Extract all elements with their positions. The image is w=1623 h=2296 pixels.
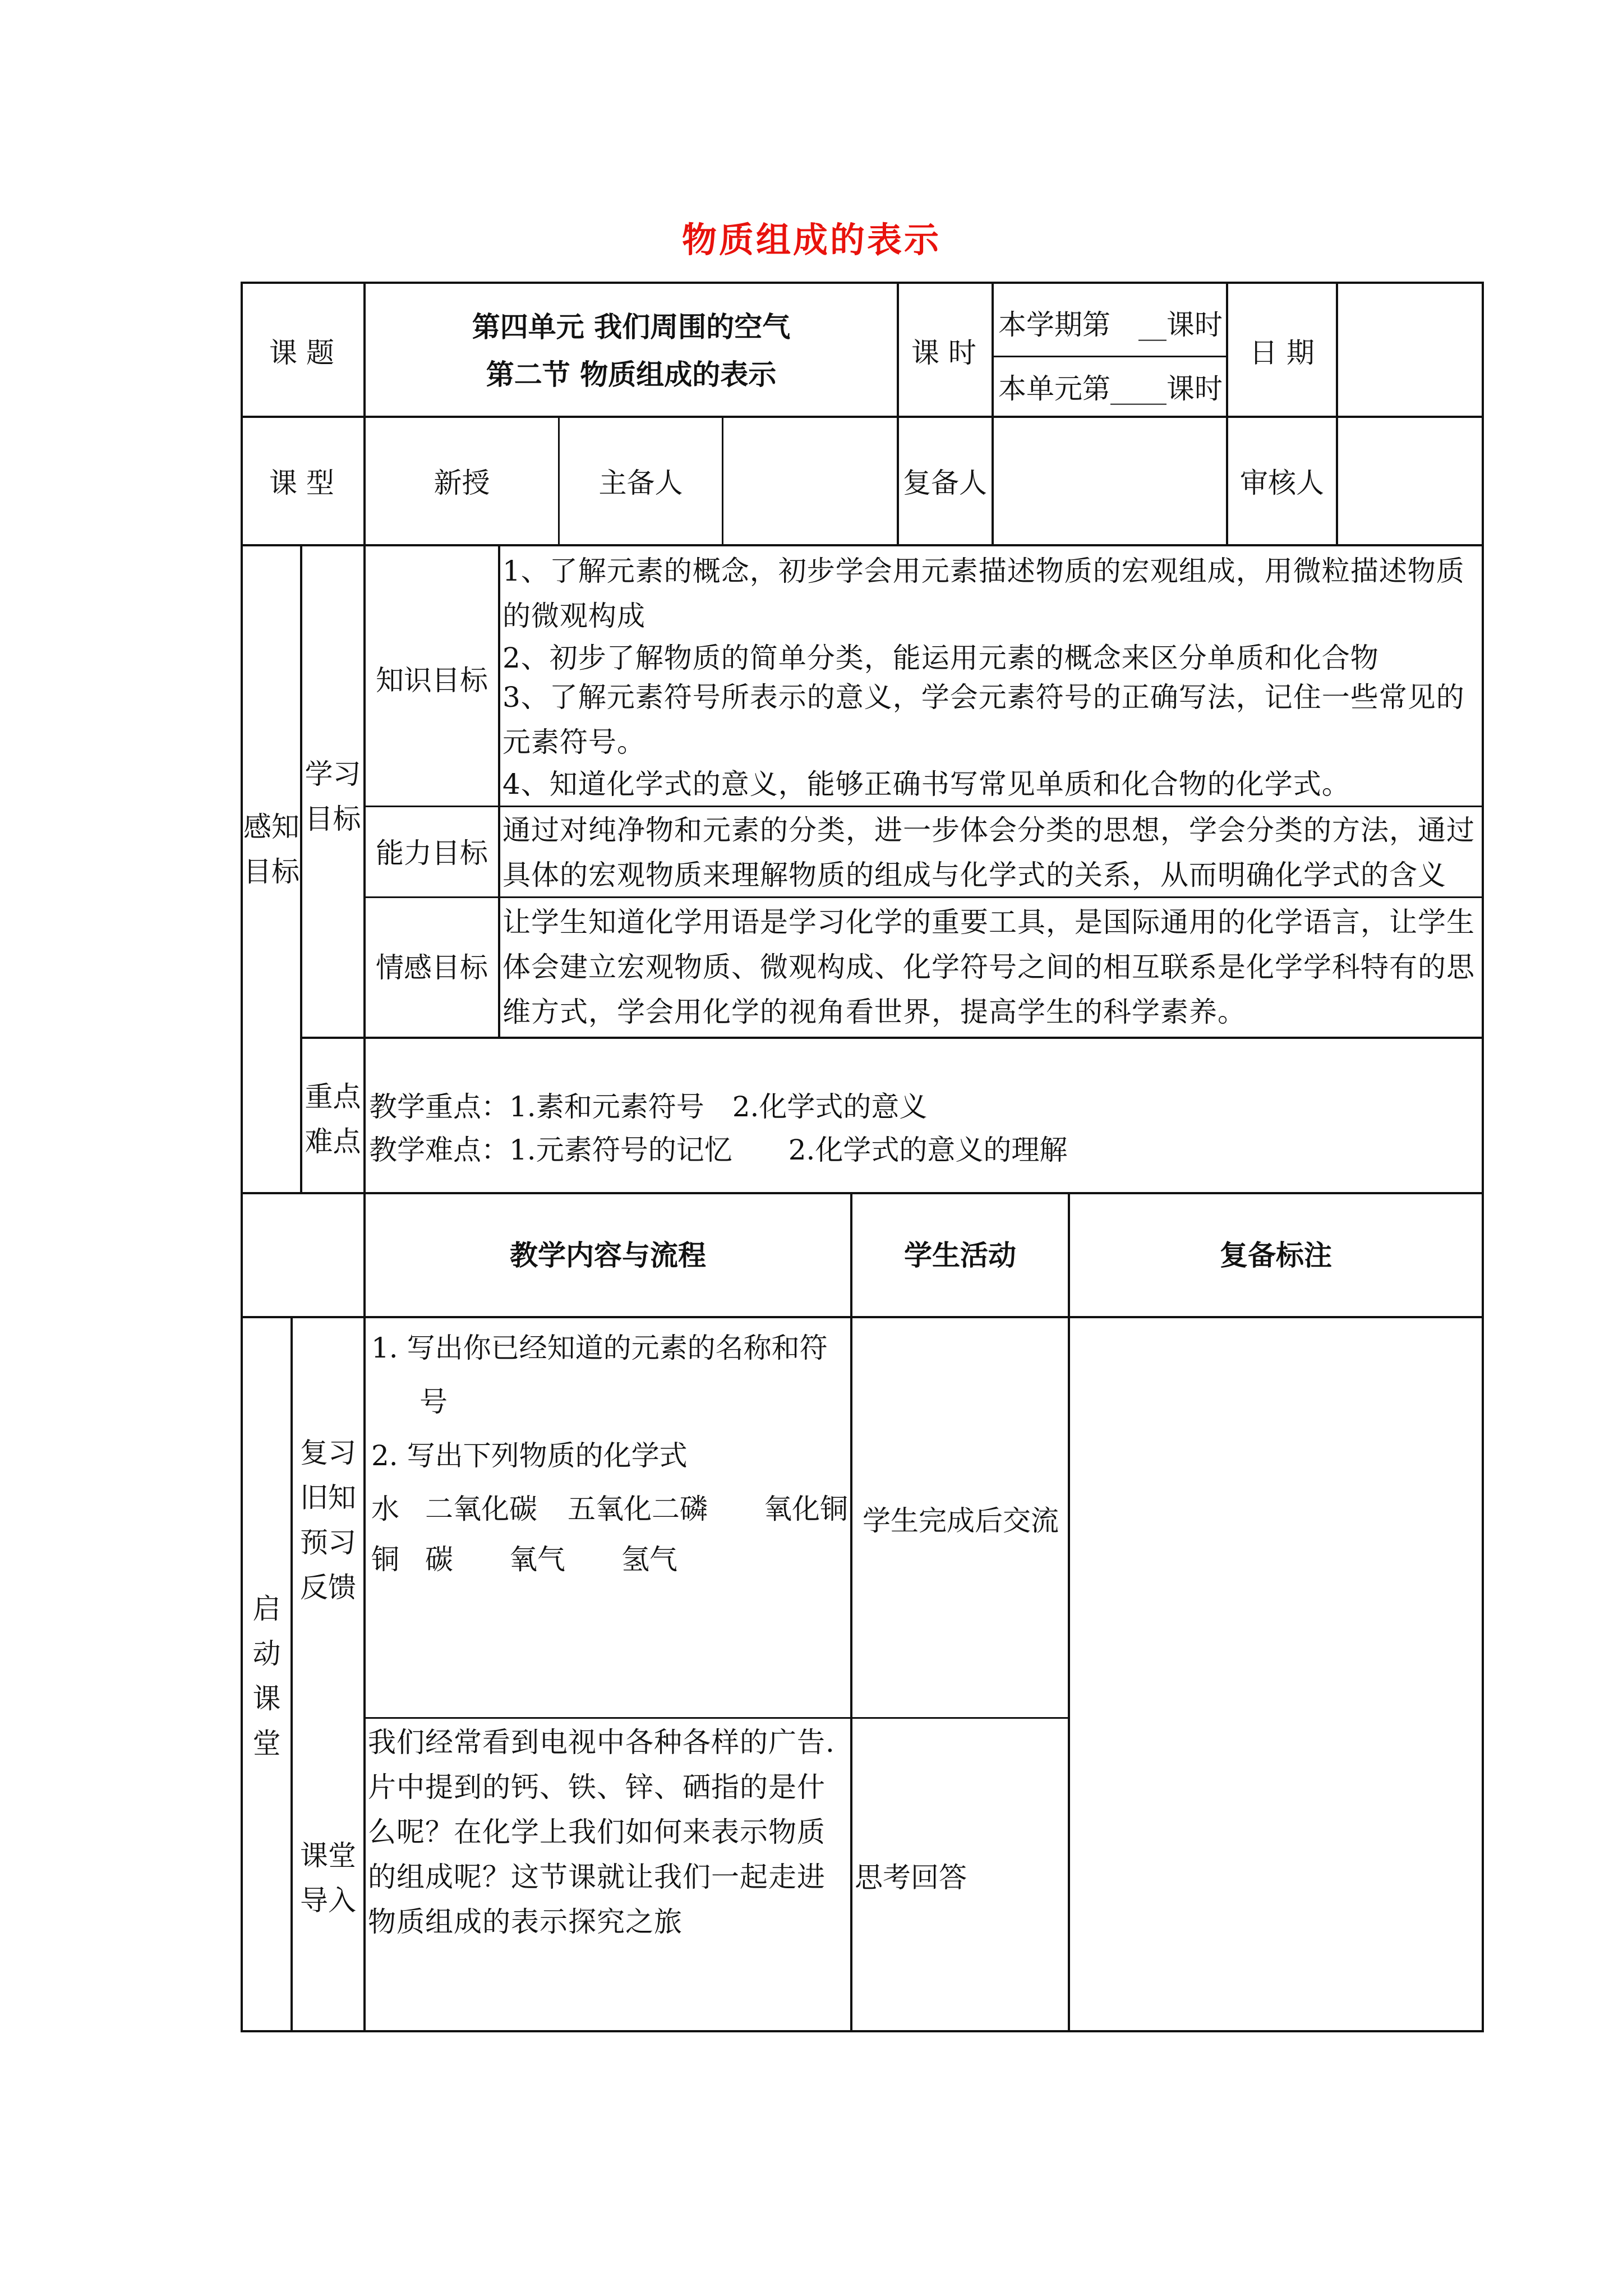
- list-item: 3、了解元素符号所表示的意义，学会元素符号的正确写法，记住一些常见的元素符号。: [502, 681, 1465, 758]
- topic-unit: 第四单元 我们周围的空气: [472, 310, 791, 343]
- review-preview-label: 复习旧知预习反馈: [300, 1437, 356, 1604]
- key-point: 教学重点：1.素和元素符号 2.化学式的意义: [369, 1091, 928, 1123]
- list-item: 五氧化二磷: [568, 1493, 708, 1525]
- content-flow-header: 教学内容与流程: [510, 1239, 706, 1272]
- period-term: 本学期第 __课时: [998, 309, 1223, 341]
- list-item: 氧气: [509, 1543, 565, 1576]
- page-title: 物质组成的表示: [681, 219, 941, 260]
- class-intro-label: 课堂导入: [300, 1839, 356, 1917]
- type-label: 课 型: [269, 467, 334, 499]
- review-question-2: 2. 写出下列物质的化学式: [371, 1439, 688, 1472]
- list-item: 1、了解元素的概念，初步学会用元素描述物质的宏观组成，用微粒描述物质的微观构成: [502, 555, 1465, 632]
- date-label: 日 期: [1249, 337, 1315, 369]
- list-item: 2、初步了解物质的简单分类，能运用元素的概念来区分单质和化合物: [502, 642, 1379, 674]
- emotion-goals-text: 让学生知道化学用语是学习化学的重要工具，是国际通用的化学语言，让学生体会建立宏观物质、微观构成、化学符号之间的相互联系是化学学科特有的思维方式，学会用化学的视角看世界，提高学生的科学素养。: [502, 906, 1475, 1028]
- start-class-label: 启动课堂: [252, 1593, 281, 1760]
- review-question-1-cont: 号: [419, 1386, 448, 1418]
- list-item: 氧化铜: [764, 1493, 848, 1525]
- reviewer-label: 审核人: [1240, 467, 1324, 499]
- list-item: 氢气: [621, 1543, 677, 1576]
- key-difficult-label: 重点难点: [305, 1080, 361, 1158]
- review-activity: 学生完成后交流: [863, 1504, 1059, 1537]
- list-item: 4、知道化学式的意义，能够正确书写常见单质和化合物的化学式。: [502, 768, 1350, 800]
- list-item: 铜: [371, 1543, 399, 1576]
- list-item: 水: [371, 1493, 399, 1525]
- emotion-goals-label: 情感目标: [376, 951, 488, 984]
- difficult-point: 教学难点：1.元素符号的记忆 2.化学式的意义的理解: [369, 1134, 1068, 1166]
- intro-activity: 思考回答: [855, 1861, 967, 1894]
- type-value: 新授: [434, 467, 490, 499]
- topic-section: 第二节 物质组成的表示: [486, 358, 777, 391]
- main-preparer-label: 主备人: [598, 467, 683, 499]
- co-preparer-label: 复备人: [903, 467, 987, 499]
- knowledge-goals-label: 知识目标: [376, 664, 488, 697]
- student-activity-header: 学生活动: [904, 1239, 1016, 1272]
- notes-header: 复备标注: [1220, 1239, 1332, 1272]
- period-unit: 本单元第____课时: [998, 372, 1223, 405]
- topic-label: 课 题: [269, 337, 334, 369]
- list-item: 碳: [425, 1543, 453, 1576]
- study-goals-label: 学习目标: [305, 758, 361, 835]
- list-item: 二氧化碳: [425, 1493, 537, 1525]
- period-label: 课 时: [911, 337, 976, 369]
- ability-goals-text: 通过对纯净物和元素的分类，进一步体会分类的思想，学会分类的方法，通过具体的宏观物质来理解物质的组成与化学式的关系，从而明确化学式的含义: [502, 814, 1475, 891]
- review-question-1: 1. 写出你已经知道的元素的名称和符: [371, 1332, 828, 1364]
- perception-goals-label: 感知目标: [243, 811, 299, 888]
- ability-goals-label: 能力目标: [376, 837, 488, 869]
- class-intro-text: 我们经常看到电视中各种各样的广告.片中提到的钙、铁、锌、硒指的是什么呢？在化学上我们如何来表示物质的组成呢？这节课就让我们一起走进物质组成的表示探究之旅: [368, 1726, 835, 1938]
